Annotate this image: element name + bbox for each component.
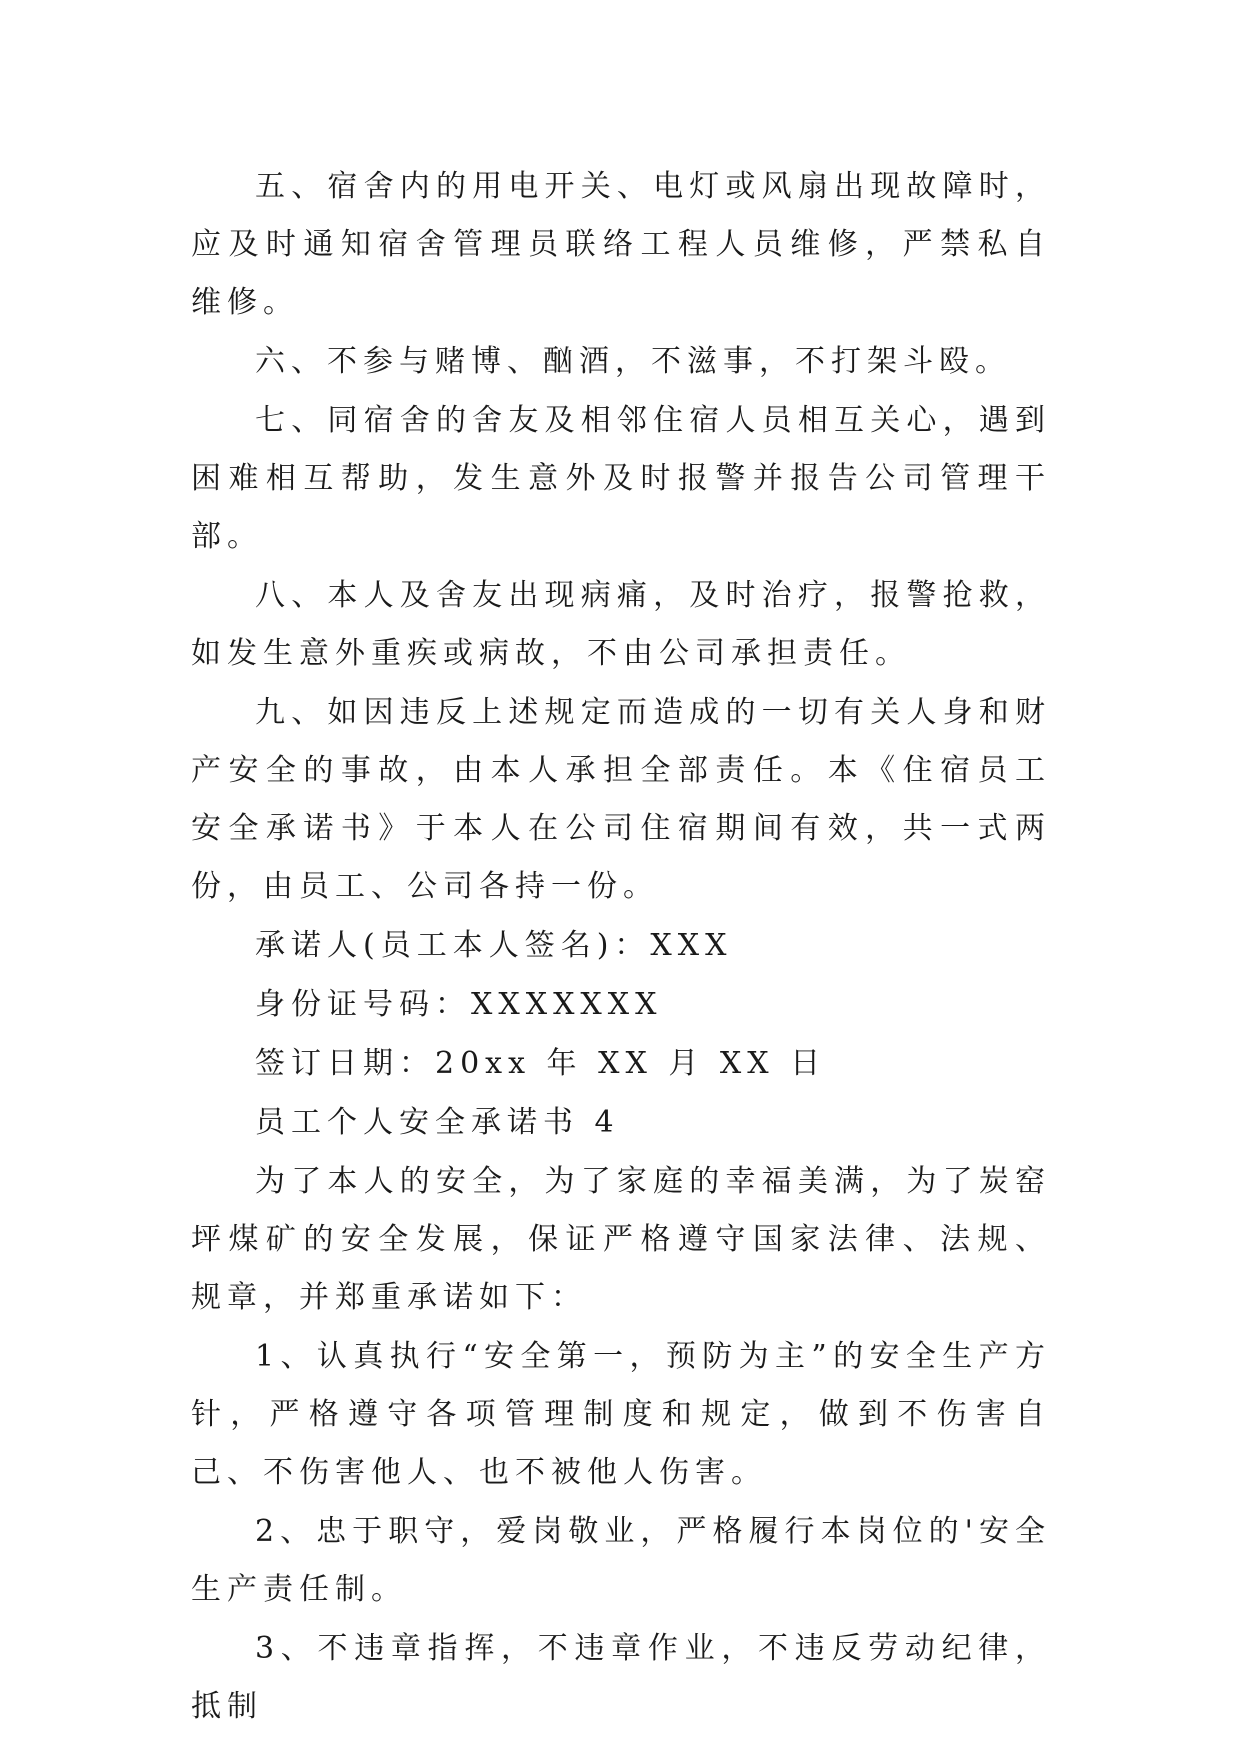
pledge-item-2: 2、忠于职守，爱岗敬业，严格履行本岗位的'安全生产责任制。 xyxy=(191,1514,1051,1607)
document-body xyxy=(191,158,1051,1737)
id-number-line: 身份证号码：XXXXXXX xyxy=(255,987,663,1022)
paragraph-item-8: 八、本人及舍友出现病痛，及时治疗，报警抢救，如发生意外重疾或病故，不由公司承担责任。 xyxy=(191,578,1051,671)
sign-date-line: 签订日期：20xx 年 XX 月 XX 日 xyxy=(255,1046,827,1081)
pledge-item-1: 1、认真执行“安全第一，预防为主”的安全生产方针，严格遵守各项管理制度和规定，做到不伤害自己、不伤害他人、也不被他人伤害。 xyxy=(191,1339,1051,1490)
signer-line: 承诺人(员工本人签名)：XXX xyxy=(255,928,733,963)
intro-paragraph: 为了本人的安全，为了家庭的幸福美满，为了炭窑坪煤矿的安全发展，保证严格遵守国家法律、法规、规章，并郑重承诺如下： xyxy=(191,1164,1051,1315)
paragraph-item-5: 五、宿舍内的用电开关、电灯或风扇出现故障时，应及时通知宿舍管理员联络工程人员维修，严禁私自维修。 xyxy=(191,169,1051,320)
paragraph-item-7: 七、同宿舍的舍友及相邻住宿人员相互关心，遇到困难相互帮助，发生意外及时报警并报告公司管理干部。 xyxy=(191,403,1051,554)
pledge-item-3: 3、不违章指挥，不违章作业，不违反劳动纪律，抵制 xyxy=(191,1631,1051,1724)
paragraph-item-6: 六、不参与赌博、酗酒，不滋事，不打架斗殴。 xyxy=(255,344,1011,379)
paragraph-item-9: 九、如因违反上述规定而造成的一切有关人身和财产安全的事故，由本人承担全部责任。本《住宿员工安全承诺书》于本人在公司住宿期间有效，共一式两份，由员工、公司各持一份。 xyxy=(191,695,1051,904)
section-title: 员工个人安全承诺书 4 xyxy=(255,1105,620,1140)
